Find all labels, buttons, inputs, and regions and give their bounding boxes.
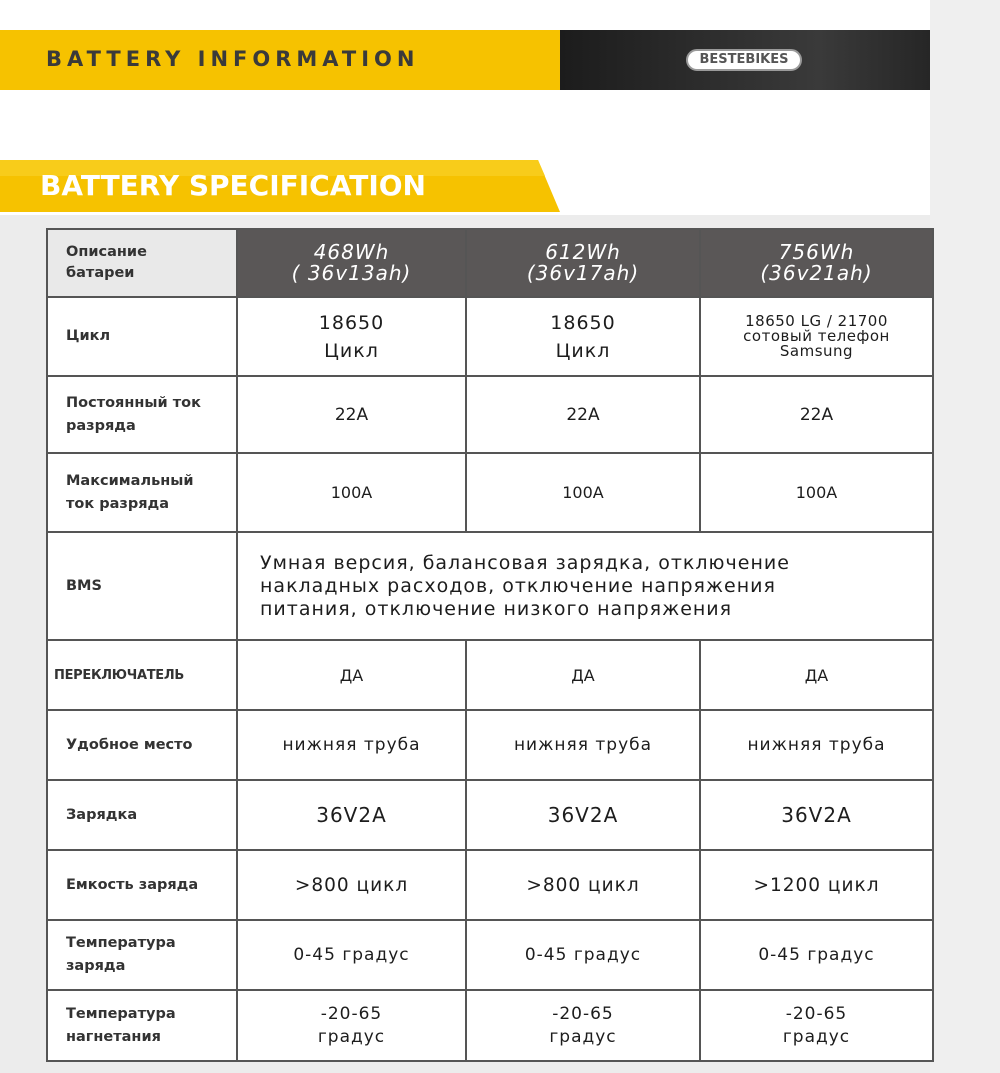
- row-label: BMS: [47, 532, 237, 640]
- brand-logo: BESTEBIKES: [686, 49, 802, 71]
- table-cell: нижняя труба: [700, 710, 933, 780]
- label-line: Максимальный: [66, 472, 194, 489]
- header-label-cell: [47, 229, 237, 297]
- table-cell: [700, 990, 933, 1061]
- table-cell: ДА: [700, 640, 933, 710]
- header-voltage: (36v21ah): [760, 261, 873, 285]
- cell-line: Цикл: [555, 339, 611, 362]
- cell-line: Цикл: [324, 339, 379, 362]
- label-line: разряда: [66, 417, 136, 434]
- row-label: Емкость заряда: [47, 850, 237, 920]
- header-label-line: батареи: [66, 265, 135, 281]
- cell-line: 18650: [318, 311, 385, 334]
- banner-yellow-section: [0, 30, 560, 90]
- table-cell: [466, 297, 700, 376]
- table-cell: нижняя труба: [237, 710, 466, 780]
- label-line: Температура: [66, 1005, 176, 1022]
- cell-line: Samsung: [779, 342, 854, 360]
- row-label: ПЕРЕКЛЮЧАТЕЛЬ: [47, 640, 237, 710]
- table-cell: 100A: [466, 453, 700, 532]
- table-cell: 22A: [237, 376, 466, 453]
- row-label: [47, 376, 237, 453]
- table-cell: 100A: [237, 453, 466, 532]
- label-line: Постоянный ток: [66, 394, 201, 411]
- table-cell: 100A: [700, 453, 933, 532]
- row-label: [47, 990, 237, 1061]
- row-label: [47, 453, 237, 532]
- header-voltage: ( 36v13ah): [291, 261, 412, 285]
- header-label-line: Описание: [66, 244, 147, 260]
- cell-line: градус: [317, 1026, 386, 1047]
- table-cell: >800 цикл: [237, 850, 466, 920]
- cell-line: градус: [782, 1026, 851, 1047]
- table-cell: 22A: [700, 376, 933, 453]
- cell-line: -20-65: [785, 1003, 848, 1024]
- table-cell: 0-45 градус: [466, 920, 700, 990]
- banner-dark-section: [560, 30, 930, 90]
- battery-spec-table: [46, 228, 934, 1062]
- header-capacity: 612Wh: [545, 240, 621, 264]
- header-col-756wh: [700, 229, 933, 297]
- table-row: [47, 990, 933, 1061]
- label-line: Температура: [66, 935, 176, 951]
- table-cell: нижняя труба: [466, 710, 700, 780]
- bms-line: накладных расходов, отключение напряжения: [260, 574, 776, 597]
- cell-line: 18650 LG / 21700: [745, 312, 888, 330]
- label-line: заряда: [66, 958, 126, 974]
- cell-line: сотовый телефон: [743, 327, 890, 345]
- label-line: нагнетания: [66, 1028, 161, 1045]
- table-cell: [700, 297, 933, 376]
- table-row: [47, 710, 933, 780]
- table-row: [47, 850, 933, 920]
- header-col-468wh: [237, 229, 466, 297]
- top-banner: [0, 30, 930, 90]
- table-row: [47, 297, 933, 376]
- table-cell: >800 цикл: [466, 850, 700, 920]
- table-cell: 36V2A: [466, 780, 700, 850]
- table-row: [47, 376, 933, 453]
- table-cell: >1200 цикл: [700, 850, 933, 920]
- section-header: [0, 160, 560, 212]
- table-cell: [237, 297, 466, 376]
- table-row: [47, 780, 933, 850]
- bms-line: Умная версия, балансовая зарядка, отключение: [260, 551, 790, 574]
- table-row: [47, 920, 933, 990]
- header-col-612wh: [466, 229, 700, 297]
- table-row: [47, 532, 933, 640]
- row-label: Цикл: [47, 297, 237, 376]
- bms-line: питания, отключение низкого напряжения: [260, 597, 733, 620]
- table-cell: ДА: [237, 640, 466, 710]
- table-cell: 0-45 градус: [237, 920, 466, 990]
- table-row: [47, 453, 933, 532]
- header-capacity: 756Wh: [778, 240, 855, 264]
- row-label: Удобное место: [47, 710, 237, 780]
- table-cell: ДА: [466, 640, 700, 710]
- header-capacity: 468Wh: [313, 240, 390, 264]
- table-cell: 36V2A: [237, 780, 466, 850]
- table-cell: [466, 990, 700, 1061]
- label-line: ток разряда: [66, 495, 170, 512]
- banner-title: BATTERY INFORMATION: [46, 47, 420, 71]
- table-cell: 0-45 градус: [700, 920, 933, 990]
- cell-line: -20-65: [552, 1003, 614, 1024]
- table-row: [47, 640, 933, 710]
- section-title: BATTERY SPECIFICATION: [40, 169, 426, 202]
- table-cell: 22A: [466, 376, 700, 453]
- row-label: Зарядка: [47, 780, 237, 850]
- row-label: [47, 920, 237, 990]
- right-margin-strip: [930, 0, 1000, 1073]
- cell-line: 18650: [550, 311, 616, 334]
- cell-line: градус: [549, 1026, 617, 1047]
- header-voltage: (36v17ah): [526, 261, 640, 285]
- table-header-row: [47, 229, 933, 297]
- cell-line: -20-65: [320, 1003, 383, 1024]
- table-cell: 36V2A: [700, 780, 933, 850]
- bms-description: [237, 532, 933, 640]
- table-cell: [237, 990, 466, 1061]
